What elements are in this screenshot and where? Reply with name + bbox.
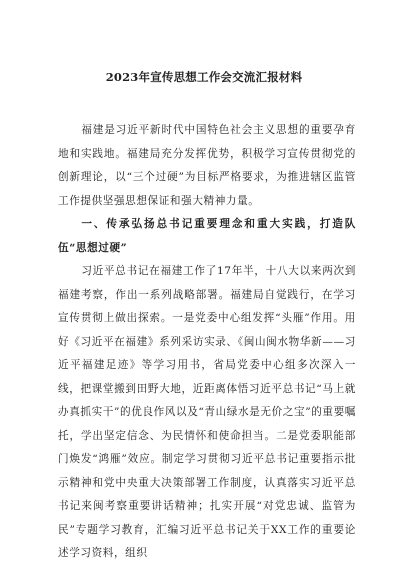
section-heading-1: 一、传承弘扬总书记重要理念和重大实践，打造队伍“思想过硬” xyxy=(58,218,356,254)
intro-paragraph: 福建是习近平新时代中国特色社会主义思想的重要孕育地和实践地。福建局充分发挥优势，积极学习宣传贯彻党的创新理论，以“三个过硬”为目标严格要求，为推进辖区监管工作提供坚强思想保证和强大精神力量。 xyxy=(58,124,356,207)
document-title: 2023年宣传思想工作会交流汇报材料 xyxy=(105,70,303,84)
document-body xyxy=(58,119,356,566)
section-1-paragraph: 习近平总书记在福建工作了17年半，十八大以来两次到福建考察，作出一系列战略部署。福建局自觉践行，在学习宣传贯彻上做出探索。一是党委中心组发挥“头雁”作用。用好《习近平在福建》系列采访实录、《闽山闽水物华新——习近平福建足迹》等学习用书，省局党委中心组多次深入一线，把课堂搬到田野大地，近距离体悟习近平总书记“马上就办真抓实干”的优良作风以及“青山绿水是无价之宝”的重要嘱托，学出坚定信念、为民情怀和使命担当。二是党委职能部门焕发“鸿雁”效应。制定学习贯彻习近平总书记重要指示批示精神和党中央重大决策部署工作制度，认真落实习近平总书记来闽考察重要讲话精神；扎实开展“对党忠诚、监管为民”专题学习教育，汇编习近平总书记关于XX工作的重要论述学习资料，组织 xyxy=(58,265,356,559)
